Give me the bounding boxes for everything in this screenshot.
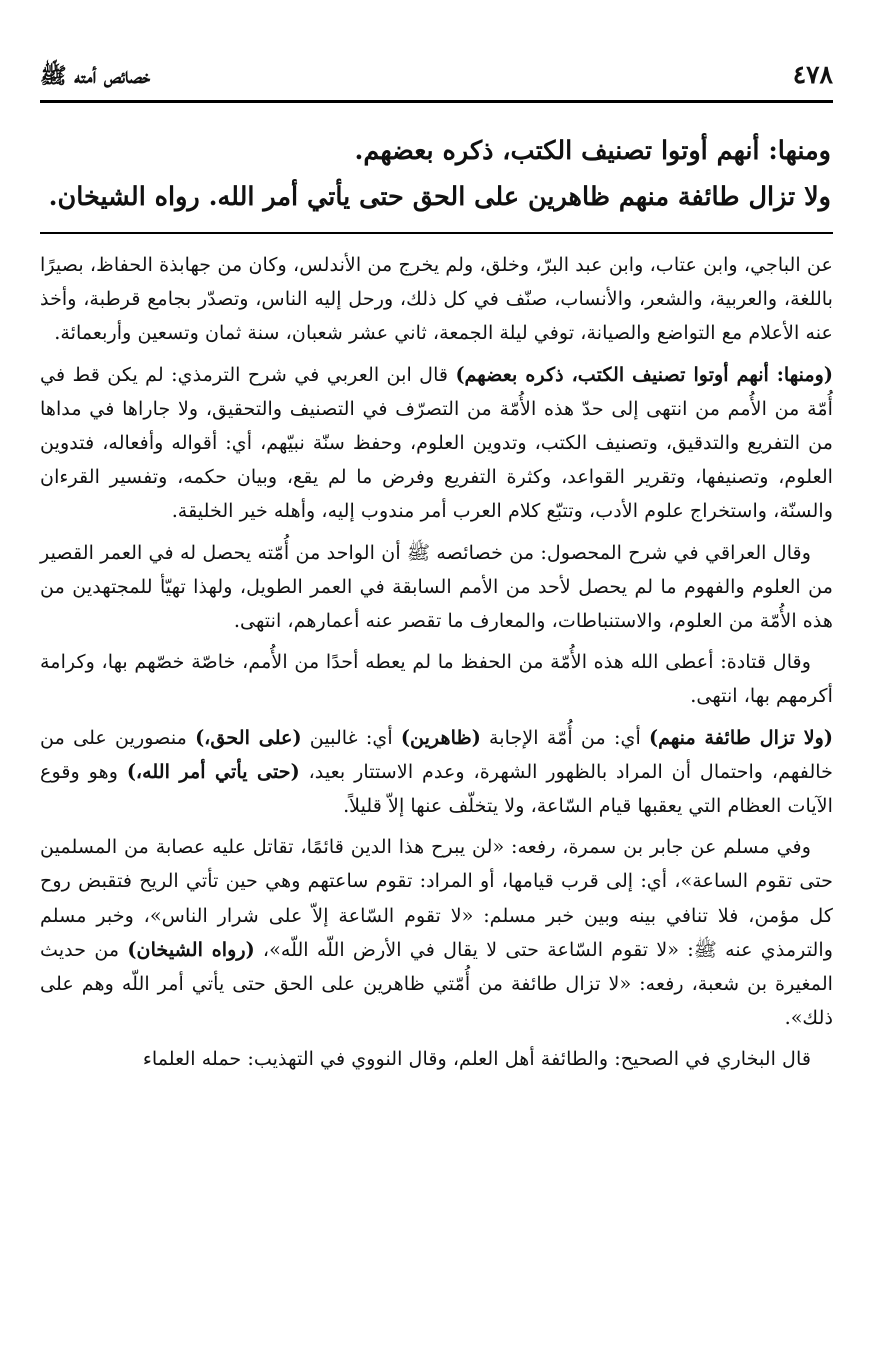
commentary-text-run: أي: غالبين: [301, 725, 401, 749]
quoted-matn: (ولا تزال طائفة منهم): [648, 725, 833, 749]
quoted-matn: (رواه الشيخان): [127, 937, 255, 961]
matn-line-1: ومنها: أنهم أوتوا تصنيف الكتب، ذكره بعضهم.: [354, 136, 831, 166]
quoted-matn: (ظاهرين): [400, 725, 481, 749]
commentary-text: [40, 248, 833, 1084]
commentary-paragraph-2: [40, 358, 833, 529]
commentary-text-run: قال ابن العربي في شرح الترمذي: لم يكن قط في أُمّة من الأُمم من انتهى إلى حدّ هذه الأُمّة من التصرّف في التصنيف والتحقيق، ولا جاراها في مداها من التفريع والتدقيق، وتصنيف الكتب، وتدوين العلوم، وحفظ سنّة نبيّهم، أي: أقواله وأفعاله، فتدوين العلوم، وتصنيفها، وتقرير القواعد، وكثرة التفريع وفرض ما لم يقع، وبيان حكمه، وتفسير القرءان والسنّة، واستخراج علوم الأدب، وتتبّع كلام العرب أمر مندوب إليه، وأهله خير الخليقة.: [40, 362, 833, 523]
matn-separator-rule: [40, 232, 833, 234]
commentary-text-run: من حديث المغيرة بن شعبة، رفعه: «لا تزال طائفة من أُمّتي ظاهرين على الحق حتى يأتي أمر اللّه وهم على ذلك».: [40, 937, 833, 1030]
running-title: خصائص أمته ﷺ: [40, 63, 151, 89]
commentary-paragraph-7: قال البخاري في الصحيح: والطائفة أهل العلم، وقال النووي في التهذيب: حمله العلماء: [142, 1047, 811, 1071]
quoted-matn: (ومنها: أنهم أوتوا تصنيف الكتب، ذكره بعضهم): [455, 362, 833, 386]
matn-text: [45, 128, 831, 220]
commentary-text-run: وهو وقوع الآيات العظام التي يعقبها قيام السّاعة، ولا يتخلّف عنها إلاّ قليلاً.: [40, 759, 833, 818]
quoted-matn: (حتى يأتي أمر الله،): [126, 759, 300, 783]
page-number: ٤٧٨: [792, 60, 833, 89]
commentary-text-run: أي: من أُمّة الإجابة: [480, 725, 649, 749]
page-header: [40, 56, 833, 96]
commentary-text-run: منصورين على من خالفهم، واحتمال أن المراد بالظهور الشهرة، وعدم الاستتار بعيد،: [40, 725, 833, 783]
header-rule: [40, 100, 833, 103]
commentary-paragraph-5: [40, 721, 833, 824]
commentary-paragraph-6: [40, 830, 833, 1035]
commentary-paragraph-1: عن الباجي، وابن عتاب، وابن عبد البرّ، وخلق، ولم يخرج من الأندلس، وكان من جهابذة الحفاظ، بصيرًا باللغة، والعربية، والشعر، والأنساب، صنّف في كل ذلك، ورحل إليه الناس، وتصدّر بجامع قرطبة، وأخذ عنه الأعلام مع التواضع والصيانة، توفي ليلة الجمعة، ثاني عشر شعبان، سنة ثمان وتسعين وأربعمائة.: [40, 253, 833, 345]
quoted-matn: (على الحق،): [195, 725, 302, 749]
commentary-text-run: وفي مسلم عن جابر بن سمرة، رفعه: «لن يبرح هذا الدين قائمًا، تقاتل عليه عصابة من المسلمين حتى تقوم الساعة»، أي: إلى قرب قيامها، أو المراد: تقوم ساعتهم وهي حين تأتي الريح فتقبض روح كل مؤمن، فلا تنافي بينه وبين خبر مسلم: «لا تقوم السّاعة إلاّ على شرار الناس»، وخبر مسلم والترمذي عنه ﷺ: «لا تقوم السّاعة حتى لا يقال في الأرض اللّه اللّه»،: [40, 835, 833, 961]
commentary-paragraph-3: وقال العراقي في شرح المحصول: من خصائصه ﷺ أن الواحد من أُمّته يحصل له في العمر القصير من العلوم والفهوم ما لم يحصل لأحد من الأمم السابقة في العمر الطويل، ولهذا تهيّأ للمجتهدين من هذه الأُمّة من العلوم، والاستنباطات، والمعارف ما تقصر عنه أعمارهم، انتهى.: [40, 540, 833, 633]
commentary-paragraph-4: وقال قتادة: أعطى الله هذه الأُمّة من الحفظ ما لم يعطه أحدًا من الأُمم، خاصّة خصّهم بها، وكرامة أكرمهم بها، انتهى.: [40, 650, 833, 708]
matn-line-2: ولا تزال طائفة منهم ظاهرين على الحق حتى يأتي أمر الله. رواه الشيخان.: [48, 182, 831, 212]
